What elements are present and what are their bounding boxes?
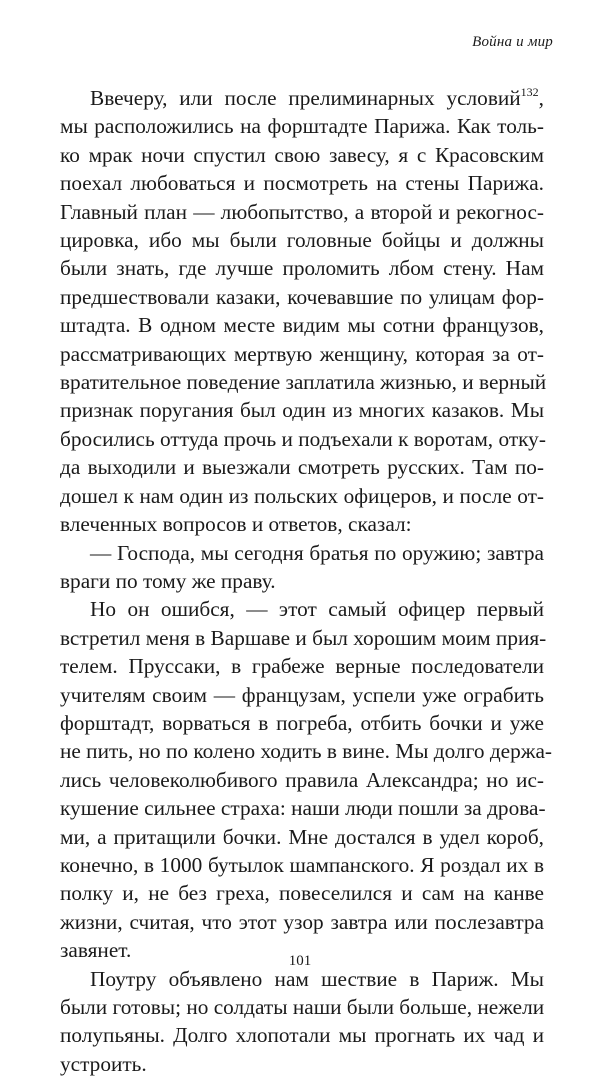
text-line: устроить. bbox=[60, 1051, 147, 1076]
text-line: были готовы; но солдаты наши были больше, нежели bbox=[60, 995, 545, 1019]
text-line: — Господа, мы сегодня братья по оружию; завтра bbox=[90, 540, 544, 565]
text-line: полупьяны. Долго хлопотали мы прогнать их чад и bbox=[60, 1023, 544, 1048]
paragraph-4 bbox=[60, 965, 544, 1078]
text-line: жизни, считая, что этот узор завтра или послезавтра bbox=[60, 909, 544, 934]
text-fragment: Ввечеру, или после прелиминарных условий bbox=[90, 86, 521, 110]
text-line: бросились оттуда прочь и подъехали к воротам, отку- bbox=[60, 426, 546, 451]
text-line: не пить, но по колено ходить в вине. Мы долго держа- bbox=[60, 739, 553, 764]
text-line: признак поругания был один из многих казаков. Мы bbox=[60, 398, 544, 423]
text-line: были знать, где лучше проломить лбом стену. Нам bbox=[60, 256, 544, 281]
text-line: предшествовали казаки, кочевавшие по улицам фор- bbox=[60, 284, 544, 309]
text-line: кушение сильнее страха: наши люди пошли за дрова- bbox=[60, 796, 546, 821]
text-line: полку и, не без греха, повеселился и сам на канве bbox=[60, 881, 544, 906]
text-line: телем. Пруссаки, в грабеже верные последователи bbox=[60, 654, 544, 679]
text-line: Поутру объявлено нам шествие в Париж. Мы bbox=[90, 966, 544, 991]
text-line: дошел к нам один из польских офицеров, и после от- bbox=[60, 483, 544, 508]
text-line: форштадт, ворваться в погреба, отбить бочки и уже bbox=[60, 710, 544, 735]
text-line: штадта. В одном месте видим мы сотни французов, bbox=[60, 313, 544, 338]
text-line: рассматривающих мертвую женщину, которая за от- bbox=[60, 341, 544, 366]
text-line: завянет. bbox=[60, 938, 132, 963]
page-number: 101 bbox=[288, 953, 312, 969]
text-line: ко мрак ночи спустил свою завесу, я с Красовским bbox=[60, 142, 544, 167]
text-line: вратительное поведение заплатила жизнью, и верный bbox=[60, 370, 547, 395]
text-line: учителям своим — французам, успели уже ограбить bbox=[60, 682, 544, 707]
text-line bbox=[60, 84, 544, 112]
text-line: враги по тому же праву. bbox=[60, 568, 276, 593]
body-text bbox=[60, 84, 553, 1078]
text-line: цировка, ибо мы были головные бойцы и должны bbox=[60, 228, 544, 253]
text-line: ми, а притащили бочки. Мне достался в удел короб, bbox=[60, 824, 544, 849]
text-line: лись человеколюбивого правила Александра; но ис- bbox=[60, 767, 544, 792]
text-line: да выходили и выезжали смотреть русских. Там по- bbox=[60, 455, 544, 480]
text-line: мы расположились на форштадте Парижа. Как толь- bbox=[60, 114, 544, 139]
text-line: Главный план — любопытство, а второй и рекогнос- bbox=[60, 199, 544, 224]
text-line: Но он ошибся, — этот самый офицер первый bbox=[90, 597, 544, 622]
paragraph-2 bbox=[60, 539, 544, 596]
text-line: поехал любоваться и посмотреть на стены Парижа. bbox=[60, 171, 544, 196]
text-line: влеченных вопросов и ответов, сказал: bbox=[60, 512, 412, 537]
text-fragment: , bbox=[538, 86, 544, 110]
paragraph-3 bbox=[60, 595, 553, 964]
footnote-reference[interactable]: 132 bbox=[520, 85, 539, 99]
paragraph-1 bbox=[60, 84, 547, 539]
text-line: встретил меня в Варшаве и был хорошим моим прия- bbox=[60, 625, 547, 650]
text-line: конечно, в 1000 бутылок шампанского. Я роздал их в bbox=[60, 852, 544, 877]
running-title: Война и мир bbox=[472, 34, 553, 50]
